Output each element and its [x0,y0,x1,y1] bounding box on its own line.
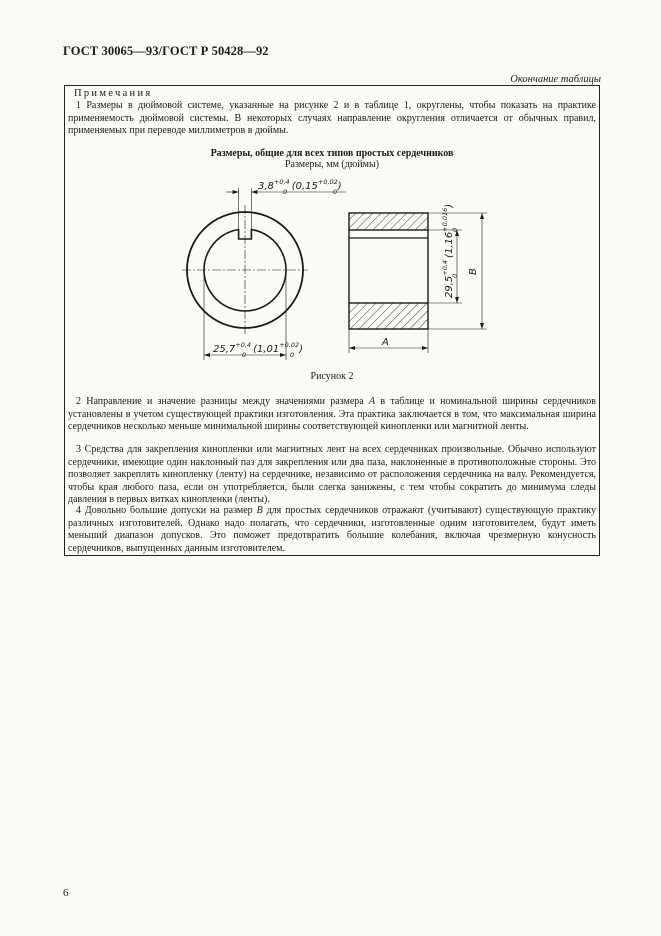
dim-bore-lower: 0 [242,351,247,359]
dim-height [441,204,459,298]
dim-bore: $25,7^{+0,4}$ $_{(1,01}^{+0,02}_)$ [213,341,304,355]
label-a: А [382,337,389,348]
section-top [349,213,428,230]
note-4: 4 Довольно большие допуски на размер В для простых сердечников отражают (учитывают) существующую практику различных изготовителей. Однако надо полагать, что сердечники, изготовленные одним изготовителем, будут иметь меньший диапазон допусков. Это поможет предотвратить большие колебания, включая чрезмерную конусность сердечников, выпущенных данным изготовителем. [68,505,596,554]
dim-slot: $3,8^{+0,4}$ $_{(0,15}^{+0,02}_)$ [258,178,342,192]
page-number: 6 [63,887,69,899]
figure-title: Размеры, общие для всех типов простых сердечников [210,148,454,159]
dim-slot-lower: 0 [283,188,288,196]
table-continuation-label: Окончание таблицы [510,74,601,85]
document-header: ГОСТ 30065—93/ГОСТ Р 50428—92 [63,44,269,58]
core-side-view [349,213,487,353]
svg-text:0: 0 [451,227,459,232]
core-front-view [182,188,346,360]
figure-subtitle: Размеры, мм (дюймы) [284,159,380,170]
label-b: В [468,268,479,275]
note-1: 1 Размеры в дюймовой системе, указанные на рисунке 2 и в таблице 1, округлены, чтобы показать на практике применяемость дюймовой системы. В некоторых случаях направление округления отличается от обычных правил, применяемых при переводе миллиметров в дюймы. [68,100,596,137]
section-bottom [349,303,428,329]
notes-title: Примечания [74,88,153,99]
svg-text:29,5+0,4(1,16+0,016): $29,5^{+0,4}_{(1,16}^{+0,016}_)$ [441,203,455,298]
figure-caption: Рисунок 2 [310,371,354,382]
dim-slot-alt-lower: 0 [333,188,338,196]
svg-text:0: 0 [451,273,459,278]
note-2: 2 Направление и значение разницы между значениями размера А в таблице и номинальной ширины сердечников установлены в учетом существующей практики изготовления. Эта практика заключается в том, что максимальная ширина сердечников несколько меньше минимальной ширины соответствующей кинопленки или магнитной ленты. [68,396,596,433]
dim-bore-alt-lower: 0 [290,351,295,359]
note-3: 3 Средства для закрепления кинопленки или магнитных лент на всех сердечниках произвольные. Обычно используют сердечники, имеющие один наклонный паз для закрепления или два паза, наклоненные в противоположные стороны. Это позволяет закреплять кинопленку (ленту) на сердечнике, независимо от расположения сердечника на валу. Рекомендуется, чтобы края любого паза, если он употребляется, были слегка занижены, с тем чтобы сократить до минимума следы давления в первых витках кинопленки (ленты). [68,444,596,506]
